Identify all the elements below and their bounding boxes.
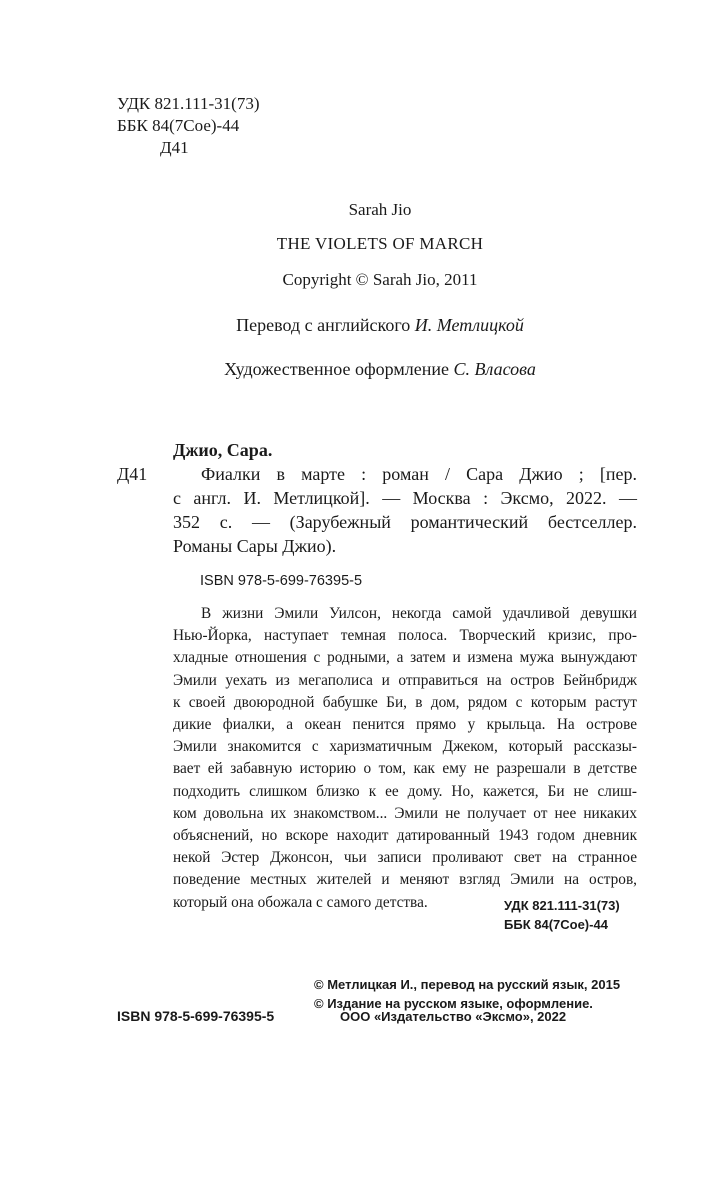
annotation-line: подходить слишком близко к ее дому. Но, кажется, Би не слиш-	[173, 782, 637, 800]
bibliography-line: 352 с. — (Зарубежный романтический бестселлер.	[173, 512, 637, 532]
annotation-line: Эмили знакомится с харизматичным Джеком, который рассказы-	[173, 738, 637, 756]
bibliography-entry	[173, 462, 637, 558]
udk-code-annotation: УДК 821.111-31(73)	[504, 898, 620, 913]
udk-code-top: УДК 821.111-31(73)	[117, 94, 260, 113]
annotation-line: В жизни Эмили Уилсон, некогда самой удачливой девушки	[201, 605, 637, 622]
annotation-line: который она обожала с самого детства.	[173, 893, 428, 911]
translation-credit	[0, 313, 715, 337]
annotation-line: Эмили уехать из мегаполиса и отправиться на остров Бейнбридж	[173, 671, 637, 689]
translation-label: Перевод с английского	[236, 315, 411, 335]
annotation-line: вает ей забавную историю о том, как ему не разрешали в детстве	[173, 760, 637, 778]
footer-isbn: ISBN 978-5-699-76395-5	[117, 1008, 275, 1024]
annotation-line: Нью-Йорка, наступает темная полоса. Творческий кризис, про-	[173, 627, 637, 645]
bibliography-mark: Д41	[117, 464, 148, 484]
copyright-line: ООО «Издательство «Эксмо», 2022	[340, 1009, 567, 1024]
design-label: Художественное оформление	[224, 359, 450, 379]
bbk-code-annotation: ББК 84(7Сое)-44	[504, 917, 608, 932]
author-mark-top: Д41	[160, 138, 189, 157]
designer-name: С. Власова	[453, 359, 536, 379]
copyright-line: © Издание на русском языке, оформление.	[314, 996, 593, 1011]
original-author: Sarah Jio	[348, 200, 412, 219]
bibliography-line: с англ. И. Метлицкой]. — Москва : Эксмо, 2022. —	[173, 488, 637, 508]
bibliography-line: Романы Сары Джио).	[173, 536, 337, 556]
original-title: THE VIOLETS OF MARCH	[276, 234, 484, 253]
bibliography-line: Фиалки в марте : роман / Сара Джио ; [пер.	[201, 464, 637, 484]
bibliography-heading: Джио, Сара.	[173, 440, 273, 460]
bibliography-isbn: ISBN 978-5-699-76395-5	[200, 573, 363, 589]
annotation-line: некой Эстер Джонсон, чьи записи проливают свет на странное	[173, 849, 637, 867]
original-copyright: Copyright © Sarah Jio, 2011	[282, 270, 478, 289]
annotation	[173, 603, 637, 914]
annotation-line: ком довольна их знакомством... Эмили не получает от нее никаких	[173, 804, 637, 822]
annotation-line: хладные отношения с родными, а затем и измена мужа вынуждают	[173, 649, 637, 667]
bbk-code-top: ББК 84(7Сое)-44	[117, 116, 240, 135]
annotation-line: дикие фиалки, а океан пенится прямо у крыльца. На острове	[173, 716, 637, 734]
design-credit	[0, 357, 715, 381]
copyright-line: © Метлицкая И., перевод на русский язык, 2015	[314, 977, 621, 992]
annotation-line: объяснений, но вскоре находит датированный 1943 годом дневник	[173, 827, 637, 845]
annotation-line: к своей двоюродной бабушке Би, в дом, рядом с которым растут	[173, 693, 637, 711]
translator-name: И. Метлицкой	[414, 315, 524, 335]
annotation-line: поведение местных жителей и меняют взгляд Эмили на остров,	[173, 871, 637, 889]
